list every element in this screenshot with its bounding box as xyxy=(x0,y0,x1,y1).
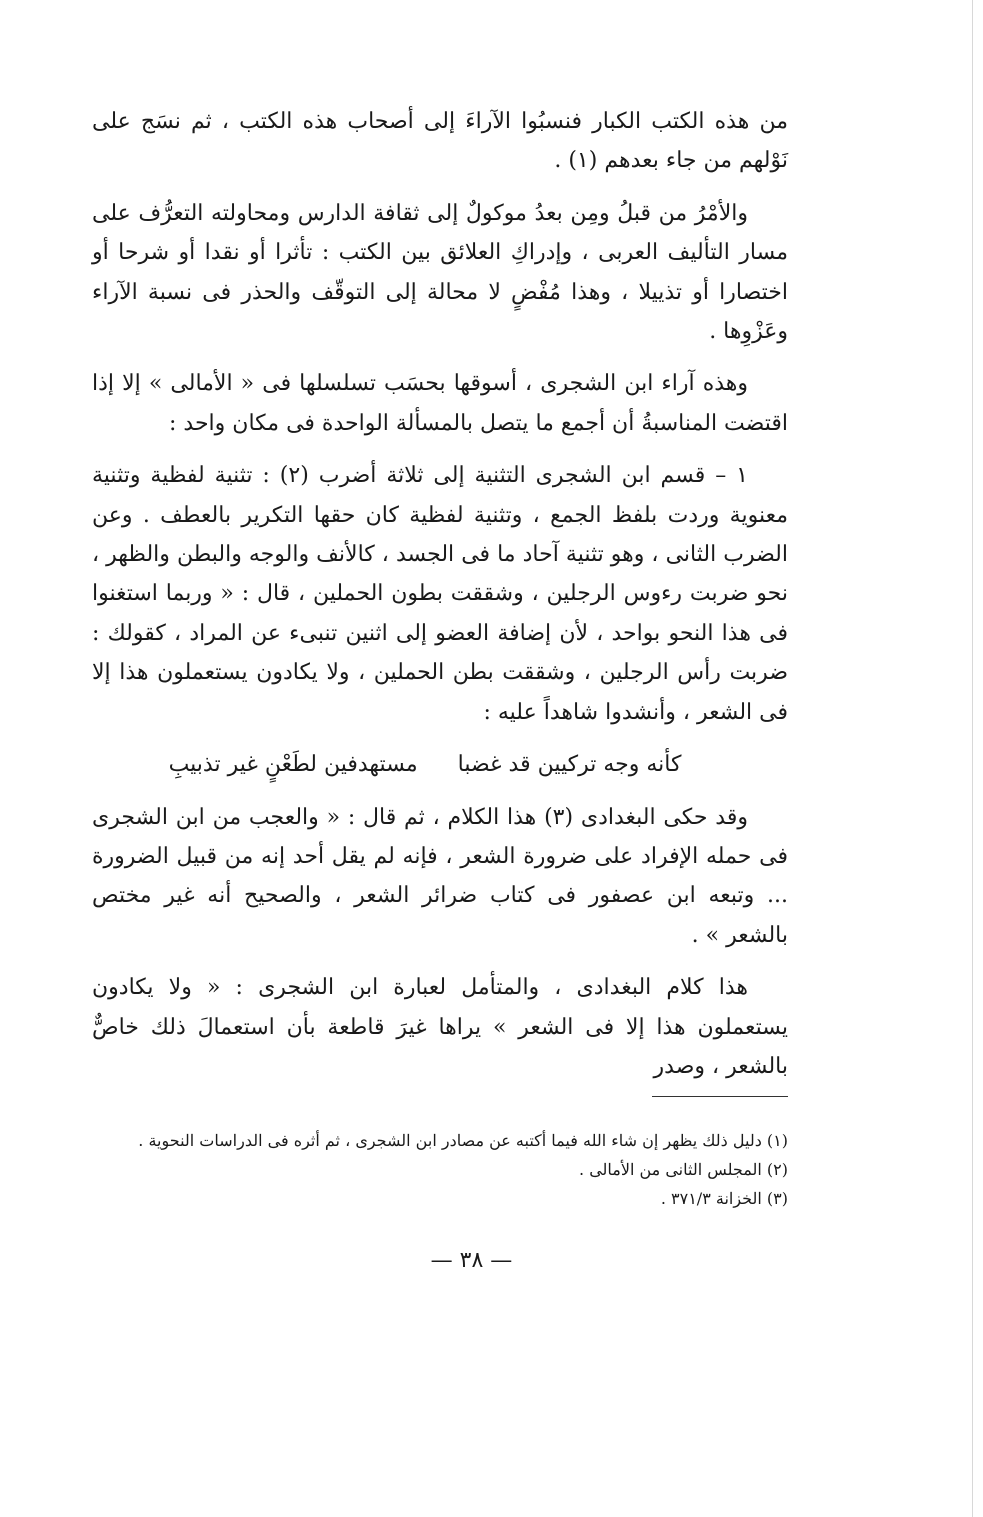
paragraph-3: وهذه آراء ابن الشجرى ، أسوقها بحسَب تسلسلها فى « الأمالى » إلا إذا اقتضت المناسبةُ أن أجمع ما يتصل بالمسألة الواحدة فى مكان واحد : xyxy=(92,371,788,436)
footnote-1: (١) دليل ذلك يظهر إن شاء الله فيما أكتبه عن مصادر ابن الشجرى ، ثم أثره فى الدراسات النحوية . xyxy=(138,1131,788,1150)
footnote-separator xyxy=(652,1096,788,1097)
scan-edge-line xyxy=(972,0,973,1517)
footnotes xyxy=(92,1126,788,1213)
page-number: — ٣٨ — xyxy=(430,1248,513,1273)
paragraph-6: هذا كلام البغدادى ، والمتأمل لعبارة ابن الشجرى : « ولا يكادون يستعملون هذا إلا فى الشعر » يراها غيرَ قاطعة بأن استعمالَ ذلك خاصٌّ بالشعر ، وصدر xyxy=(92,975,788,1079)
footnote-2: (٢) المجلس الثانى من الأمالى . xyxy=(579,1160,788,1179)
paragraph-2: والأمْرُ من قبلُ ومِن بعدُ موكولٌ إلى ثقافة الدارس ومحاولته التعرُّف على مسار التأليف العربى ، وإدراكِ العلائق بين الكتب : تأثرا أو نقدا أو شرحا أو اختصارا أو تذييلا ، وهذا مُفْضٍ لا محالة إلى التوقّف والحذر فى نسبة الآراء وعَزْوِها . xyxy=(92,200,788,345)
main-text-block xyxy=(92,102,788,1099)
paragraph-5: وقد حكى البغدادى (٣) هذا الكلام ، ثم قال : « والعجب من ابن الشجرى فى حمله الإفراد على ضرورة الشعر ، فإنه لم يقل أحد إنه من قبيل الضرورة ... وتبعه ابن عصفور فى كتاب ضرائر الشعر ، والصحيح أنه غير مختص بالشعر » . xyxy=(92,804,788,948)
poetry-verse xyxy=(92,745,788,784)
footnote-3: (٣) الخزانة ٣٧١/٣ . xyxy=(660,1189,788,1208)
verse-first-hemistich: كأنه وجه تركيين قد غضبا xyxy=(457,752,682,778)
paragraph-1: من هذه الكتب الكبار فنسبُوا الآراءَ إلى أصحاب هذه الكتب ، ثم نسَج على نَوْلهم من جاء بعدهم (١) . xyxy=(92,109,788,174)
paragraph-4: ١ – قسم ابن الشجرى التثنية إلى ثلاثة أضرب (٢) : تثنية لفظية وتثنية معنوية وردت بلفظ الجمع ، وتثنية لفظية كان حقها التكرير بالعطف . وعن الضرب الثانى ، وهو تثنية آحاد ما فى الجسد ، كالأنف والوجه والبطن والظهر ، نحو ضربت رءوس الرجلين ، وشققت بطون الحملين ، قال : « وربما استغنوا فى هذا النحو بواحد ، لأن إضافة العضو إلى اثنين تنبىء عن المراد ، كقولك : ضربت رأس الرجلين ، وشققت بطن الحملين ، ولا يكادون يستعملون هذا إلا فى الشعر ، وأنشدوا شاهداً عليه : xyxy=(92,463,788,725)
verse-second-hemistich: مستهدفين لطَعْنٍ غير تذبيبِ xyxy=(168,752,418,778)
